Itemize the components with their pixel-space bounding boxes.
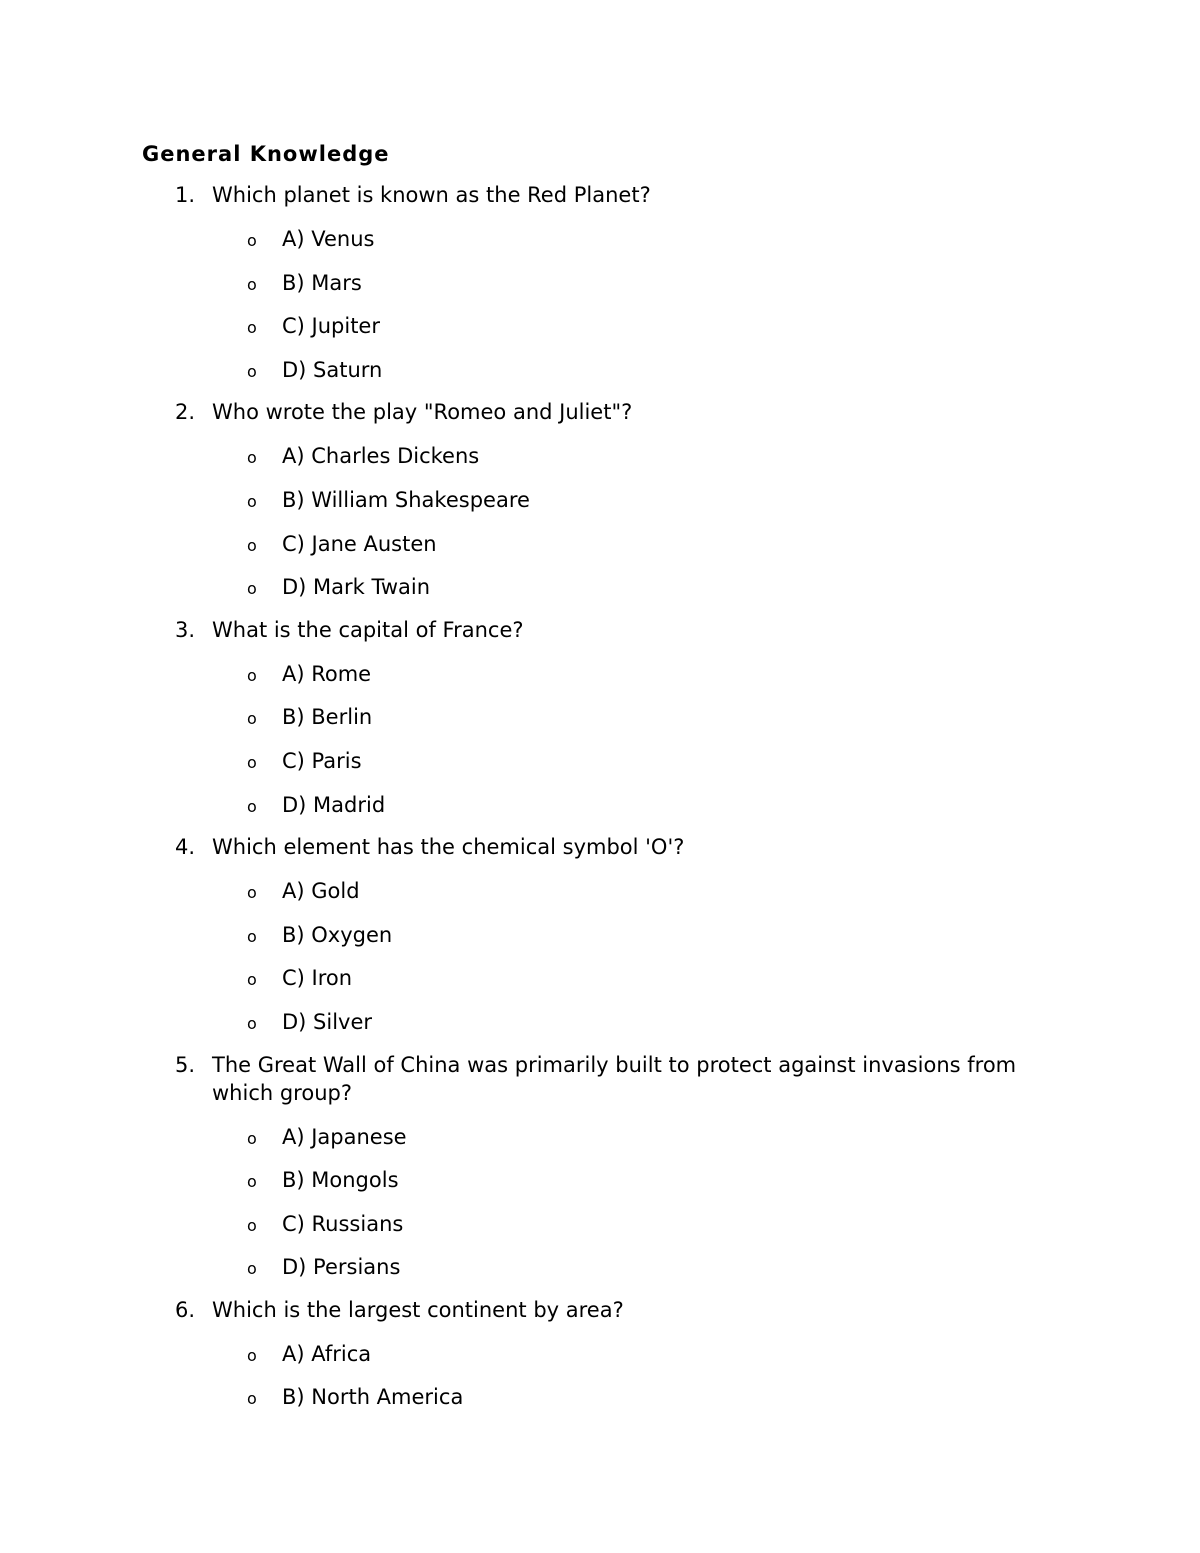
bullet-marker: o [247,1013,257,1033]
bullet-marker: o [247,1172,257,1192]
option-item [0,644,1200,688]
option-item [0,1194,1200,1238]
bullet-marker: o [247,579,257,599]
option-item [0,1150,1200,1194]
question-number: 2. [175,400,196,425]
bullet-marker: o [247,535,257,555]
option-list [0,426,1200,600]
bullet-marker: o [247,665,257,685]
option-text: D) Madrid [282,792,386,817]
bullet-marker: o [247,796,257,816]
option-item [0,992,1200,1036]
option-item [0,1107,1200,1151]
question-number: 6. [175,1297,196,1322]
option-text: D) Silver [282,1009,373,1034]
question-text: The Great Wall of China was primarily built to protect against invasions from which group? [212,1052,1017,1105]
question-2 [0,398,1200,600]
question-text: Which planet is known as the Red Planet? [212,183,651,207]
option-item [0,948,1200,992]
bullet-marker: o [247,1345,257,1365]
option-text: C) Iron [282,966,353,991]
option-list [0,1324,1200,1411]
question-number: 5. [175,1052,196,1077]
bullet-marker: o [247,274,257,294]
option-item [0,861,1200,905]
question-text: What is the capital of France? [212,617,524,642]
option-text: D) Saturn [282,357,383,382]
bullet-marker: o [247,1389,257,1409]
option-text: B) Oxygen [282,922,393,947]
option-text: A) Gold [282,879,360,904]
document-title: General Knowledge [142,142,390,166]
option-text: A) Charles Dickens [282,444,480,469]
question-6 [0,1296,1200,1411]
bullet-marker: o [247,970,257,990]
bullet-marker: o [247,318,257,338]
question-text: Who wrote the play "Romeo and Juliet"? [212,400,633,425]
option-list [0,1107,1200,1281]
option-text: C) Paris [282,748,362,773]
option-item [0,731,1200,775]
bullet-marker: o [247,1128,257,1148]
option-item [0,514,1200,558]
question-number: 3. [175,617,196,642]
option-text: A) Africa [282,1341,372,1366]
option-item [0,253,1200,297]
option-text: B) William Shakespeare [282,487,530,512]
option-text: C) Jupiter [282,314,380,339]
option-list [0,209,1200,383]
option-item [0,905,1200,949]
bullet-marker: o [247,926,257,946]
option-text: C) Russians [282,1211,404,1236]
bullet-marker: o [247,752,257,772]
bullet-marker: o [247,448,257,468]
question-number: 4. [175,835,196,860]
option-item [0,209,1200,253]
question-5 [0,1051,1200,1281]
option-list [0,644,1200,818]
question-list [0,181,1200,1411]
option-item [0,687,1200,731]
option-item [0,340,1200,384]
option-item [0,1367,1200,1411]
option-text: B) Mongols [282,1168,399,1193]
option-item [0,1237,1200,1281]
option-text: B) North America [282,1385,464,1410]
question-1 [0,181,1200,383]
option-text: A) Rome [282,661,372,686]
question-3 [0,616,1200,818]
option-item [0,775,1200,819]
option-list [0,861,1200,1035]
bullet-marker: o [247,709,257,729]
bullet-marker: o [247,1215,257,1235]
option-text: B) Mars [282,270,362,295]
bullet-marker: o [247,491,257,511]
question-text: Which element has the chemical symbol 'O'? [212,835,685,860]
option-text: D) Mark Twain [282,575,431,600]
option-item [0,296,1200,340]
option-item [0,470,1200,514]
option-item [0,426,1200,470]
option-text: D) Persians [282,1255,401,1280]
option-text: B) Berlin [282,705,373,730]
option-item [0,1324,1200,1368]
bullet-marker: o [247,1259,257,1279]
option-text: A) Venus [282,227,375,251]
question-4 [0,833,1200,1035]
option-item [0,557,1200,601]
question-number: 1. [175,183,196,207]
option-text: A) Japanese [282,1124,407,1149]
question-text: Which is the largest continent by area? [212,1297,624,1322]
bullet-marker: o [247,883,257,903]
bullet-marker: o [247,231,257,250]
option-text: C) Jane Austen [282,531,437,556]
bullet-marker: o [247,361,257,381]
